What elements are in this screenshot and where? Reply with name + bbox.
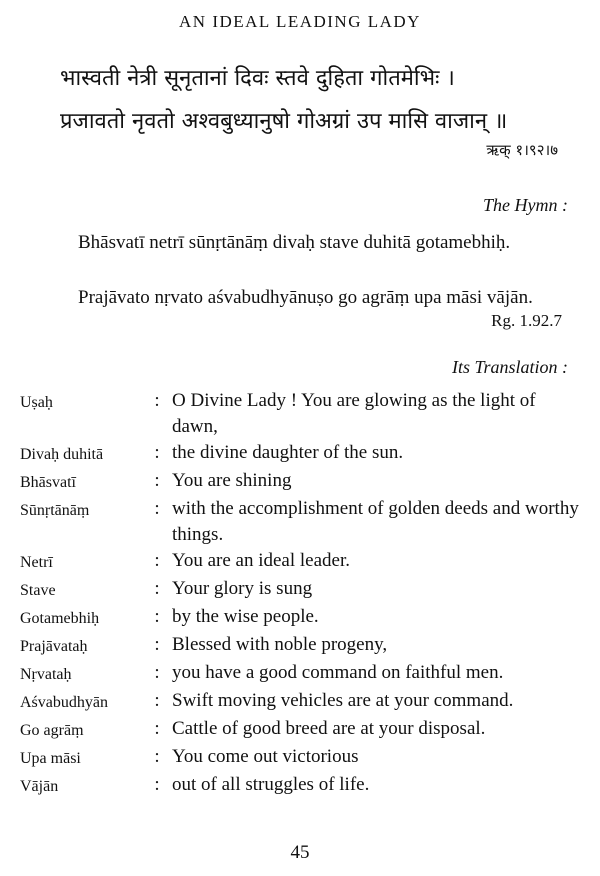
glossary-colon: : xyxy=(154,390,160,411)
glossary-term: Sūnṛtānāṃ xyxy=(20,502,90,519)
rigveda-reference: Rg. 1.92.7 xyxy=(491,311,562,330)
glossary-colon: : xyxy=(154,662,160,683)
glossary-row xyxy=(20,548,586,576)
glossary-term: Nṛvataḥ xyxy=(20,666,72,683)
glossary-term: Uṣaḥ xyxy=(20,394,53,411)
transliteration-line-1 xyxy=(20,230,582,256)
glossary-definition: Your glory is sung xyxy=(172,578,313,599)
translation-label: Its Translation : xyxy=(451,357,568,377)
glossary-colon: : xyxy=(154,606,160,627)
glossary-row xyxy=(20,468,586,496)
glossary-definition: out of all struggles of life. xyxy=(172,774,370,795)
glossary-colon: : xyxy=(154,470,160,491)
sanskrit-reference: ऋक् १।९२।७ xyxy=(486,141,558,159)
glossary-term: Vājān xyxy=(20,778,59,795)
running-head: AN IDEAL LEADING LADY xyxy=(179,12,421,31)
glossary-term: Upa māsi xyxy=(20,750,81,767)
glossary-list xyxy=(20,388,586,800)
glossary-colon: : xyxy=(154,498,160,519)
glossary-colon: : xyxy=(154,442,160,463)
transliteration-text-1: Bhāsvatī netrī sūnṛtānāṃ divaḥ stave duhitā gotamebhiḥ. xyxy=(78,232,511,253)
glossary-term: Divaḥ duhitā xyxy=(20,446,104,463)
glossary-colon: : xyxy=(154,690,160,711)
glossary-term: Aśvabudhyān xyxy=(20,694,108,711)
glossary-definition: You are shining xyxy=(172,470,292,491)
transliteration-text-2: Prajāvato nṛvato aśvabudhyānuṣo go agrāṃ upa māsi vājān. xyxy=(78,287,533,308)
glossary-term: Prajāvataḥ xyxy=(20,638,88,655)
glossary-definition: O Divine Lady ! You are glowing as the light of dawn, xyxy=(172,390,536,437)
glossary-definition: with the accomplishment of golden deeds and worthy things. xyxy=(172,498,579,545)
glossary-row xyxy=(20,744,586,772)
glossary-row xyxy=(20,632,586,660)
glossary-term: Netrī xyxy=(20,554,53,571)
glossary-row xyxy=(20,576,586,604)
glossary-colon: : xyxy=(154,550,160,571)
glossary-definition: Blessed with noble progeny, xyxy=(172,634,388,655)
sanskrit-verse-line-2: प्रजावतो नृवतो अश्वबुध्यानुषो गोअग्रां उप मासि वाजान् ॥ xyxy=(60,109,508,134)
glossary-row xyxy=(20,496,586,548)
glossary-definition: You are an ideal leader. xyxy=(172,550,350,571)
glossary-colon: : xyxy=(154,578,160,599)
transliteration-line-2 xyxy=(20,285,582,311)
glossary-term: Gotamebhiḥ xyxy=(20,610,100,627)
glossary-definition: the divine daughter of the sun. xyxy=(172,442,404,463)
hymn-label: The Hymn : xyxy=(483,195,568,215)
glossary-definition: Cattle of good breed are at your disposal. xyxy=(172,718,486,739)
page-number: 45 xyxy=(290,842,310,863)
glossary-term: Bhāsvatī xyxy=(20,474,76,491)
glossary-colon: : xyxy=(154,634,160,655)
glossary-definition: You come out victorious xyxy=(172,746,359,767)
glossary-row xyxy=(20,388,586,440)
glossary-definition: Swift moving vehicles are at your command. xyxy=(172,690,514,711)
glossary-row xyxy=(20,772,586,800)
glossary-row xyxy=(20,440,586,468)
glossary-row xyxy=(20,716,586,744)
glossary-row xyxy=(20,604,586,632)
glossary-colon: : xyxy=(154,746,160,767)
glossary-colon: : xyxy=(154,774,160,795)
glossary-term: Stave xyxy=(20,582,56,599)
glossary-term: Go agrāṃ xyxy=(20,722,84,739)
sanskrit-verse-line-1: भास्वती नेत्री सूनृतानां दिवः स्तवे दुहिता गोतमेभिः । xyxy=(60,66,455,91)
glossary-definition: you have a good command on faithful men. xyxy=(172,662,504,683)
glossary-row xyxy=(20,688,586,716)
glossary-row xyxy=(20,660,586,688)
glossary-definition: by the wise people. xyxy=(172,606,319,627)
glossary-colon: : xyxy=(154,718,160,739)
